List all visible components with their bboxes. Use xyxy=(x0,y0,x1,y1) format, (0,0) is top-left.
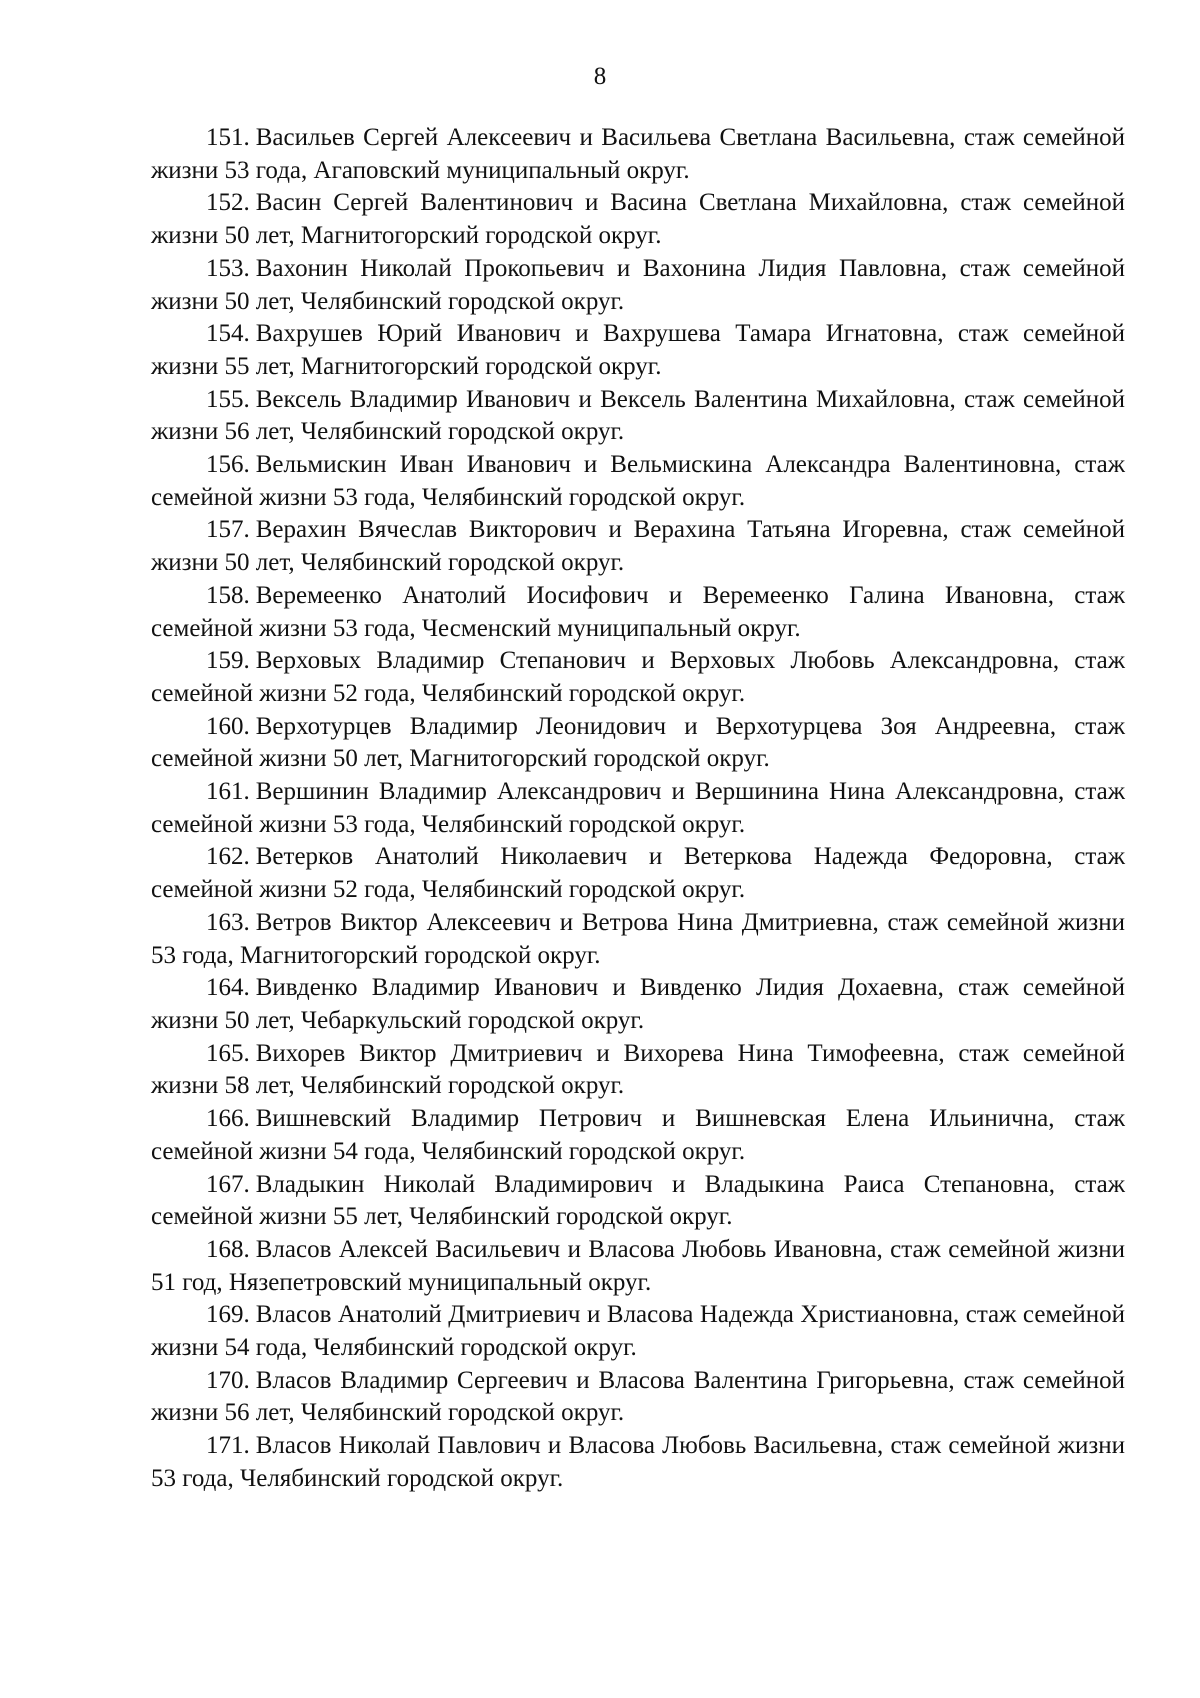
entry-text: Вельмискин Иван Иванович и Вельмискина Александра Валентиновна, стаж семейной жизни 53 года, Челябинский городской округ. xyxy=(151,451,1125,511)
entry-text: Власов Анатолий Дмитриевич и Власова Надежда Христиановна, стаж семейной жизни 54 года, Челябинский городской округ. xyxy=(151,1301,1125,1362)
entry-number: 169. xyxy=(206,1301,250,1329)
entry-number: 158. xyxy=(206,581,250,609)
list-item xyxy=(151,187,1125,252)
list-item xyxy=(151,122,1125,187)
entry-text: Власов Владимир Сергеевич и Власова Валентина Григорьевна, стаж семейной жизни 56 лет, Челябинский городской округ. xyxy=(151,1366,1125,1427)
list-item xyxy=(151,711,1125,776)
list-item xyxy=(151,972,1125,1037)
entry-number: 156. xyxy=(206,451,250,479)
list-item xyxy=(151,1169,1125,1234)
entry-number: 167. xyxy=(206,1170,250,1198)
list-item xyxy=(151,1234,1125,1299)
list-item xyxy=(151,1365,1125,1430)
entry-text: Веремеенко Анатолий Иосифович и Веремеенко Галина Ивановна, стаж семейной жизни 53 года, Чесменский муниципальный округ. xyxy=(151,581,1125,642)
entry-text: Ветров Виктор Алексеевич и Ветрова Нина Дмитриевна, стаж семейной жизни 53 года, Магнитогорский городской округ. xyxy=(151,908,1125,969)
entry-number: 157. xyxy=(206,516,250,544)
entry-text: Власов Алексей Васильевич и Власова Любовь Ивановна, стаж семейной жизни 51 год, Нязепетровский муниципальный округ. xyxy=(151,1235,1125,1296)
entry-text: Вахрушев Юрий Иванович и Вахрушева Тамара Игнатовна, стаж семейной жизни 55 лет, Магнитогорский городской округ. xyxy=(151,320,1125,380)
entry-number: 151. xyxy=(206,124,250,151)
entry-number: 168. xyxy=(206,1235,250,1263)
list-item xyxy=(151,253,1125,318)
entry-text: Вексель Владимир Иванович и Вексель Валентина Михайловна, стаж семейной жизни 56 лет, Челябинский городской округ. xyxy=(151,385,1125,446)
entry-text: Верховых Владимир Степанович и Верховых Любовь Александровна, стаж семейной жизни 52 года, Челябинский городской округ. xyxy=(151,647,1125,707)
entry-text: Власов Николай Павлович и Власова Любовь Васильевна, стаж семейной жизни 53 года, Челябинский городской округ. xyxy=(151,1432,1125,1492)
list-item xyxy=(151,384,1125,449)
entry-number: 155. xyxy=(206,385,250,413)
entry-number: 153. xyxy=(206,254,250,282)
entry-text: Владыкин Николай Владимирович и Владыкина Раиса Степановна, стаж семейной жизни 55 лет, Челябинский городской округ. xyxy=(151,1170,1125,1231)
list-item xyxy=(151,1299,1125,1364)
page-number: 8 xyxy=(593,63,607,90)
list-item xyxy=(151,841,1125,906)
entry-text: Вершинин Владимир Александрович и Вершинина Нина Александровна, стаж семейной жизни 53 года, Челябинский городской округ. xyxy=(151,778,1125,838)
entry-text: Верхотурцев Владимир Леонидович и Верхотурцева Зоя Андреевна, стаж семейной жизни 50 лет, Магнитогорский городской округ. xyxy=(151,712,1125,773)
entry-number: 166. xyxy=(206,1105,250,1133)
entry-number: 170. xyxy=(206,1366,250,1394)
entry-text: Ветерков Анатолий Николаевич и Ветеркова Надежда Федоровна, стаж семейной жизни 52 года, Челябинский городской округ. xyxy=(151,843,1125,904)
entry-text: Вихорев Виктор Дмитриевич и Вихорева Нина Тимофеевна, стаж семейной жизни 58 лет, Челябинский городской округ. xyxy=(151,1039,1125,1100)
entry-number: 162. xyxy=(206,843,250,871)
entry-text: Вахонин Николай Прокопьевич и Вахонина Лидия Павловна, стаж семейной жизни 50 лет, Челябинский городской округ. xyxy=(151,254,1125,315)
list-item xyxy=(151,449,1125,514)
entry-number: 152. xyxy=(206,189,250,217)
list-item xyxy=(151,645,1125,710)
list-item xyxy=(151,1103,1125,1168)
list-item xyxy=(151,907,1125,972)
entry-text: Вишневский Владимир Петрович и Вишневская Елена Ильинична, стаж семейной жизни 54 года, Челябинский городской округ. xyxy=(151,1105,1125,1165)
list-item xyxy=(151,318,1125,383)
entry-text: Васин Сергей Валентинович и Васина Светлана Михайловна, стаж семейной жизни 50 лет, Магнитогорский городской округ. xyxy=(151,189,1125,250)
list-item xyxy=(151,1430,1125,1495)
list-item xyxy=(151,514,1125,579)
entry-number: 164. xyxy=(206,974,250,1002)
list-item xyxy=(151,776,1125,841)
entry-number: 163. xyxy=(206,908,250,936)
entry-list xyxy=(151,122,1125,1496)
entry-number: 171. xyxy=(206,1432,250,1460)
entry-text: Васильев Сергей Алексеевич и Васильева Светлана Васильевна, стаж семейной жизни 53 года, Агаповский муниципальный округ. xyxy=(151,124,1125,184)
entry-number: 154. xyxy=(206,320,250,348)
entry-number: 161. xyxy=(206,778,250,806)
entry-text: Вивденко Владимир Иванович и Вивденко Лидия Дохаевна, стаж семейной жизни 50 лет, Чебаркульский городской округ. xyxy=(151,974,1125,1034)
entry-text: Верахин Вячеслав Викторович и Верахина Татьяна Игоревна, стаж семейной жизни 50 лет, Челябинский городской округ. xyxy=(151,516,1125,577)
entry-number: 160. xyxy=(206,712,250,740)
list-item xyxy=(151,1038,1125,1103)
list-item xyxy=(151,580,1125,645)
entry-number: 165. xyxy=(206,1039,250,1067)
entry-number: 159. xyxy=(206,647,250,675)
